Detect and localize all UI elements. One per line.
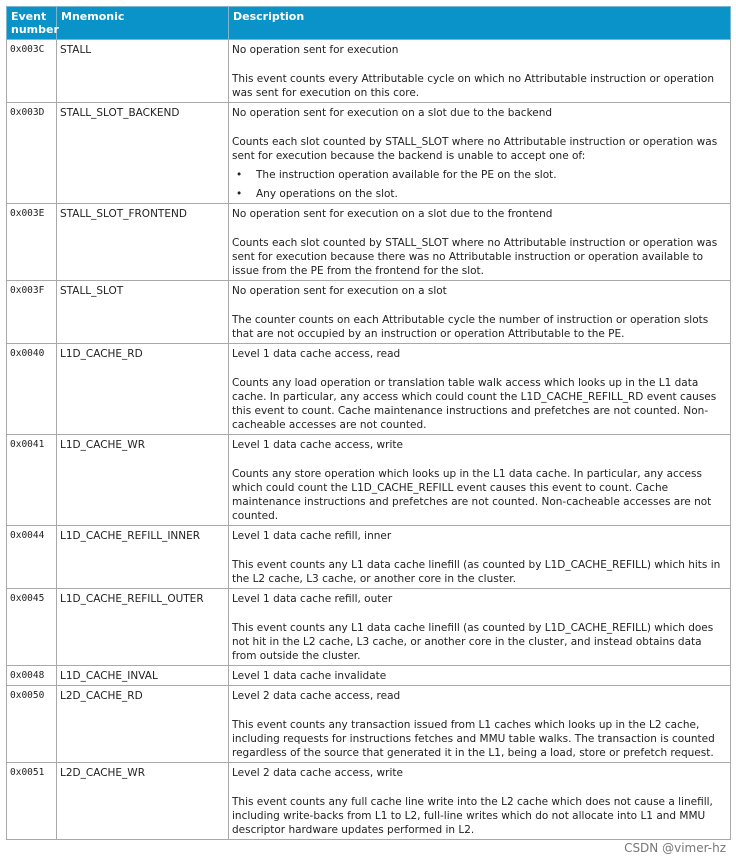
description-summary: No operation sent for execution on a slot due to the backend bbox=[232, 107, 553, 119]
event-mnemonic: L1D_CACHE_WR bbox=[57, 435, 229, 526]
table-header-row bbox=[7, 7, 731, 40]
bullet-glyph: • bbox=[236, 169, 243, 181]
description-summary: No operation sent for execution bbox=[232, 44, 399, 56]
table-row bbox=[7, 103, 731, 204]
event-mnemonic: STALL_SLOT bbox=[57, 281, 229, 344]
description-summary: Level 1 data cache invalidate bbox=[232, 670, 387, 682]
description-detail: This event counts every Attributable cycle on which no Attributable instruction or operation was sent for execution on this core. bbox=[232, 73, 714, 99]
description-summary: Level 1 data cache refill, inner bbox=[232, 530, 392, 542]
table-row bbox=[7, 526, 731, 589]
event-number: 0x0048 bbox=[7, 666, 57, 686]
event-number: 0x003E bbox=[7, 204, 57, 281]
event-description bbox=[229, 589, 731, 666]
header-description: Description bbox=[229, 7, 731, 40]
description-summary: Level 1 data cache refill, outer bbox=[232, 593, 393, 605]
event-description bbox=[229, 344, 731, 435]
table-row bbox=[7, 666, 731, 686]
event-table-container bbox=[6, 6, 730, 840]
description-detail: Counts any store operation which looks up in the L1 data cache. In particular, any access which could count the L1D_CACHE_REFILL event causes this event to count. Cache maintenance instructions and prefetches are not counted. Non-cacheable accesses are not counted. bbox=[232, 468, 712, 522]
event-description bbox=[229, 763, 731, 840]
table-row bbox=[7, 763, 731, 840]
description-detail: Counts each slot counted by STALL_SLOT where no Attributable instruction or operation was sent for execution because there was no Attributable instruction or operation available to issue from the PE from the frontend for the slot. bbox=[232, 237, 718, 277]
event-number: 0x0050 bbox=[7, 686, 57, 763]
description-summary: Level 2 data cache access, read bbox=[232, 690, 401, 702]
event-description bbox=[229, 666, 731, 686]
event-description bbox=[229, 686, 731, 763]
watermark: CSDN @vimer-hz bbox=[624, 841, 726, 855]
bullet-list bbox=[232, 168, 727, 201]
event-number: 0x0051 bbox=[7, 763, 57, 840]
event-number: 0x003F bbox=[7, 281, 57, 344]
event-description bbox=[229, 103, 731, 204]
description-detail: Counts any load operation or translation table walk access which looks up in the L1 data cache. In particular, any access which could count the L1D_CACHE_REFILL_RD event causes this event to count. Cache maintenance instructions and prefetches are not counted. Non-cacheable accesses are not counted. bbox=[232, 377, 717, 431]
event-mnemonic: L1D_CACHE_REFILL_OUTER bbox=[57, 589, 229, 666]
event-description bbox=[229, 526, 731, 589]
event-description bbox=[229, 204, 731, 281]
pmu-event-table bbox=[6, 6, 731, 840]
event-description bbox=[229, 435, 731, 526]
list-item bbox=[232, 187, 727, 201]
event-number: 0x003D bbox=[7, 103, 57, 204]
description-summary: Level 1 data cache access, write bbox=[232, 439, 403, 451]
event-mnemonic: L1D_CACHE_REFILL_INNER bbox=[57, 526, 229, 589]
description-detail: Counts each slot counted by STALL_SLOT where no Attributable instruction or operation was sent for execution because the backend is unable to accept one of: bbox=[232, 136, 718, 162]
table-row bbox=[7, 344, 731, 435]
table-row bbox=[7, 281, 731, 344]
list-item bbox=[232, 168, 727, 182]
header-mnemonic: Mnemonic bbox=[57, 7, 229, 40]
event-mnemonic: L2D_CACHE_WR bbox=[57, 763, 229, 840]
event-number: 0x0040 bbox=[7, 344, 57, 435]
table-row bbox=[7, 589, 731, 666]
table-row bbox=[7, 435, 731, 526]
table-row bbox=[7, 204, 731, 281]
event-number: 0x003C bbox=[7, 40, 57, 103]
event-mnemonic: STALL_SLOT_BACKEND bbox=[57, 103, 229, 204]
description-summary: No operation sent for execution on a slot bbox=[232, 285, 447, 297]
event-mnemonic: L1D_CACHE_RD bbox=[57, 344, 229, 435]
description-detail: This event counts any full cache line write into the L2 cache which does not cause a linefill, including write-backs from L1 to L2, full-line writes which do not allocate into L1 and MMU descriptor hardware updates performed in L2. bbox=[232, 796, 713, 836]
event-mnemonic: STALL bbox=[57, 40, 229, 103]
event-description bbox=[229, 40, 731, 103]
event-mnemonic: STALL_SLOT_FRONTEND bbox=[57, 204, 229, 281]
event-mnemonic: L1D_CACHE_INVAL bbox=[57, 666, 229, 686]
description-summary: Level 2 data cache access, write bbox=[232, 767, 403, 779]
header-event-number: Event number bbox=[7, 7, 57, 40]
event-number: 0x0044 bbox=[7, 526, 57, 589]
description-summary: No operation sent for execution on a slot due to the frontend bbox=[232, 208, 553, 220]
event-description bbox=[229, 281, 731, 344]
description-detail: The counter counts on each Attributable cycle the number of instruction or operation slots that are not occupied by an instruction or operation Attributable to the PE. bbox=[232, 314, 709, 340]
table-row bbox=[7, 686, 731, 763]
description-detail: This event counts any L1 data cache linefill (as counted by L1D_CACHE_REFILL) which does not hit in the L2 cache, L3 cache, or another core in the cluster, and instead obtains data from outside the cluster. bbox=[232, 622, 714, 662]
bullet-glyph: • bbox=[236, 188, 243, 200]
list-item-text: Any operations on the slot. bbox=[256, 188, 398, 200]
event-mnemonic: L2D_CACHE_RD bbox=[57, 686, 229, 763]
description-summary: Level 1 data cache access, read bbox=[232, 348, 401, 360]
description-detail: This event counts any transaction issued from L1 caches which looks up in the L2 cache, including requests for instructions fetches and MMU table walks. The transaction is counted regardless of the source that generated it in the L1, being a load, store or prefetch request. bbox=[232, 719, 715, 759]
description-detail: This event counts any L1 data cache linefill (as counted by L1D_CACHE_REFILL) which hits in the L2 cache, L3 cache, or another core in the cluster. bbox=[232, 559, 721, 585]
event-number: 0x0041 bbox=[7, 435, 57, 526]
event-number: 0x0045 bbox=[7, 589, 57, 666]
table-row bbox=[7, 40, 731, 103]
list-item-text: The instruction operation available for the PE on the slot. bbox=[256, 169, 557, 181]
